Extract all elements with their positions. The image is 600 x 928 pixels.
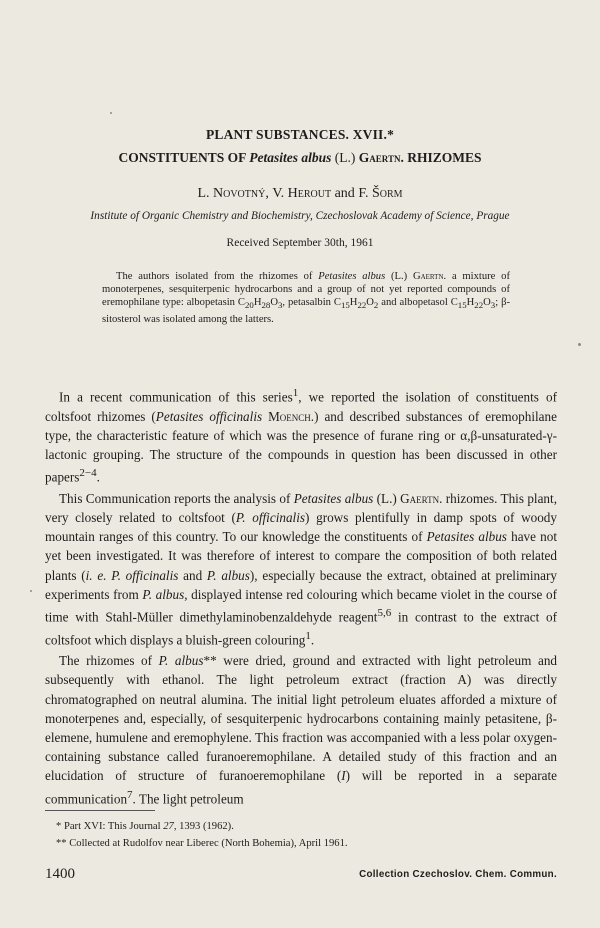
- article-body: [45, 384, 557, 810]
- footnotes: [56, 818, 536, 852]
- journal-name: Collection Czechoslov. Chem. Commun.: [359, 869, 557, 880]
- footnote: * Part XVI: This Journal 27, 1393 (1962).: [56, 821, 234, 832]
- author-list: L. Novotný, V. Herout and F. Šorm: [197, 186, 403, 201]
- article-title-line2: CONSTITUENTS OF Petasites albus (L.) Gaertn. RHIZOMES: [118, 150, 482, 165]
- received-date: Received September 30th, 1961: [226, 237, 374, 249]
- body-paragraph: The rhizomes of P. albus** were dried, ground and extracted with light petroleum and subsequently with ethanol. The light petroleum extract (fraction A) was directly chromatographed on neutral alumina. The initial light petroleum eluates afforded a mixture of monoterpenes and, especially, of sesquiterpenic hydrocarbons containing mainly petasitene, β-elemene, humulene and eremophylene. This fraction was accompanied with a less polar oxygen-containing substance called furanoeremophilane. A detailed study of this fraction and an elucidation of structure of furanoeremophilane (I) will be reported in a separate communication$^7$. The light petroleum: [45, 653, 558, 807]
- author-name: F. Šorm: [358, 186, 403, 201]
- body-paragraph: This Communication reports the analysis of Petasites albus (L.) Gaertn. rhizomes. This plant, very closely related to coltsfoot (P. officinalis) grows plentifully in damp spots of woody mountain ranges of this country. To our knowledge the constituents of Petasites albus have not yet been investigated. It was therefore of interest to compare the composition of both related plants (i. e. P. officinalis and P. albus), especially because the extract, obtained at preliminary experiments from P. albus, displayed intense red colouring which became violet in the course of time with Stahl-Müller dimethylaminobenzaldehyde reagent$^{5,6}$ in contrast to the extract of coltsfoot which displays a bluish-green colouring$^1$.: [45, 490, 558, 647]
- article-title-line1: PLANT SUBSTANCES. XVII.*: [205, 127, 395, 142]
- paper-speck: [110, 112, 112, 114]
- body-paragraph: In a recent communication of this series$^1$, we reported the isolation of constituents of coltsfoot rhizomes (Petasites officinalis Moench.) and described substances of eremophilane type, the characteristic feature of which was the presence of furane ring or α,β-unsaturated-γ-lactonic grouping. The structure of the compounds in question has been discussed in other papers$^{2-4}$.: [45, 387, 557, 485]
- paper-speck: [578, 343, 581, 346]
- footnote: ** Collected at Rudolfov near Liberec (North Bohemia), April 1961.: [56, 838, 348, 849]
- institute-affiliation: Institute of Organic Chemistry and Biochemistry, Czechoslovak Academy of Science, Prague: [90, 210, 510, 222]
- footnote-divider: [45, 810, 155, 811]
- page-number: 1400: [45, 866, 75, 882]
- author-name: L. Novotný: [197, 186, 266, 201]
- author-name: V. Herout: [272, 186, 332, 201]
- paper-speck: [30, 590, 32, 592]
- abstract: The authors isolated from the rhizomes of Petasites albus (L.) Gaertn. a mixture of monoterpenes, sesquiterpenic hydrocarbons and a group of not yet reported compounds of eremophilane type: albopetasin $C_{20}H_{28}O_3$, petasalbin $C_{15}H_{22}O_2$ and albopetasol $C_{15}H_{22}O_3$; β-sitosterol was isolated among the latters.: [102, 271, 510, 325]
